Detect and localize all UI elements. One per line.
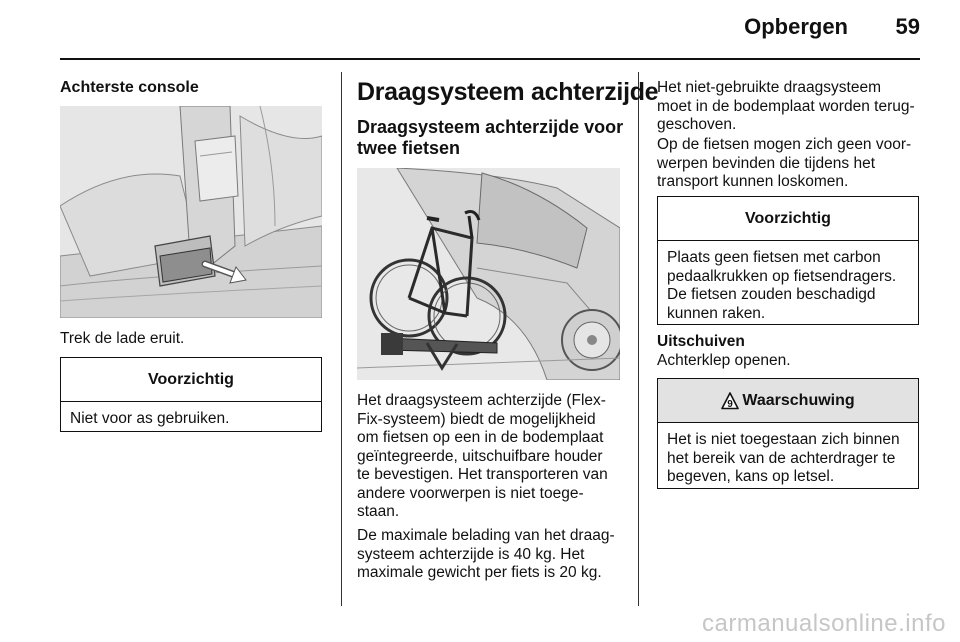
loose-items-paragraph [657,136,932,192]
text-line: begeven, kans op letsel. [667,468,835,485]
warning-box [657,378,919,489]
text-line: maximale gewicht per fiets is 20 kg. [357,564,602,581]
text-line: moet in de bodemplaat worden terug- [657,97,915,115]
text-line: Plaats geen fietsen met carbon [667,249,881,266]
caution-box-2-text [658,241,918,331]
text-line: Op de fietsen mogen zich geen voor- [657,136,912,153]
text-line: om fietsen op een in de bodemplaat [357,429,604,446]
text-line: het bereik van de achterdrager te [667,449,896,467]
text-line: pedaalkrukken op fietsendragers. [667,267,897,285]
column-divider-2 [638,72,639,606]
text-line: Het niet-gebruikte draagsysteem [657,79,882,96]
caution-box-2 [657,196,919,325]
section-heading-rear-carrier: Draagsysteem achterzijde [357,78,659,106]
subheading-two-bikes: Draagsysteem achterzijde voor twee fietsen [357,117,624,158]
text-line: transport kunnen loskomen. [657,173,849,190]
text-line: Het is niet toegestaan zich binnen [667,431,900,448]
text-line: te bevestigen. Het transporteren van [357,466,608,483]
watermark-text: carmanualsonline.info [702,610,946,637]
warning-box-title [658,379,918,423]
text-line: staan. [357,503,400,520]
carrier-description-paragraph [357,392,632,522]
caution-box-2-title: Voorzichtig [658,197,918,241]
text-line: andere voorwerpen is niet toege- [357,484,584,502]
section-heading-extend: Uitschuiven [657,333,745,350]
caption-pull-drawer: Trek de lade eruit. [60,330,185,347]
text-line: geschoven. [657,116,737,133]
caution-box-1-title: Voorzichtig [61,358,321,402]
text-line: kunnen raken. [667,304,766,322]
text-line: Het draagsysteem achterzijde (Flex- [357,392,606,409]
header-rule [60,58,920,60]
section-heading-rear-console: Achterste console [60,79,199,96]
warning-triangle-icon [721,392,739,410]
max-load-paragraph [357,527,632,583]
text-line: De fietsen zouden beschadigd [667,286,876,303]
column-divider-1 [341,72,342,606]
caution-box-1 [60,357,322,432]
caution-box-1-text: Niet voor as gebruiken. [70,410,230,427]
text-line: werpen bevinden die tijdens het [657,154,876,172]
text-line: geïntegreerde, uitschuifbare houder [357,447,603,465]
text-line: systeem achterzijde is 40 kg. Het [357,545,585,563]
bike-carrier-illustration [357,168,620,380]
rear-console-illustration [60,106,322,318]
warning-box-text [658,423,918,495]
page-header-title: Opbergen [744,14,848,39]
text-line: De maximale belading van het draag- [357,527,615,544]
text-line: Fix-systeem) biedt de mogelijkheid [357,410,596,428]
page-number: 59 [895,14,920,39]
warning-symbol-glyph: 9 [727,398,734,410]
warning-title-text: Waarschuwing [742,391,855,409]
open-tailgate-text: Achterklep openen. [657,352,791,369]
unused-carrier-paragraph [657,79,932,135]
